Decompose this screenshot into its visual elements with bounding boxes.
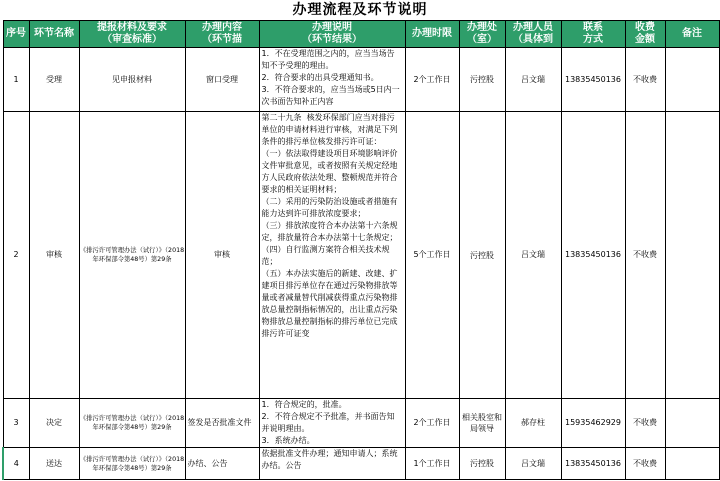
table-row bbox=[3, 448, 719, 480]
cell-desc: 依据批准文件办理；通知申请人；系统办结。公告 bbox=[259, 448, 405, 480]
cell-time: 5个工作日 bbox=[405, 112, 459, 399]
cell-fee: 不收费 bbox=[625, 448, 665, 480]
table-row bbox=[3, 112, 719, 399]
cell-content: 窗口受理 bbox=[185, 48, 259, 112]
cell-no: 2 bbox=[3, 112, 29, 399]
table-row bbox=[3, 48, 719, 112]
header-time: 办理时限 bbox=[405, 21, 459, 48]
cell-fee: 不收费 bbox=[625, 399, 665, 448]
header-no: 序号 bbox=[3, 21, 29, 48]
header-remark: 备注 bbox=[665, 21, 719, 48]
header-content: 办理内容 （环节描 bbox=[185, 21, 259, 48]
cell-content: 办结、公告 bbox=[185, 448, 259, 480]
cell-time: 2个工作日 bbox=[405, 399, 459, 448]
cell-contact: 13835450136 bbox=[561, 448, 625, 480]
cell-office: 污控股 bbox=[459, 112, 505, 399]
header-office: 办理处 （室） bbox=[459, 21, 505, 48]
header-contact: 联系 方式 bbox=[561, 21, 625, 48]
cell-materials: 《排污许可管理办法（试行）》（2018年环保部令第48号）第29条 bbox=[79, 399, 185, 448]
cell-contact: 13835450136 bbox=[561, 112, 625, 399]
header-row bbox=[3, 21, 719, 48]
cell-content: 审核 bbox=[185, 112, 259, 399]
cell-person: 郝存柱 bbox=[505, 399, 561, 448]
cell-person: 吕文瑞 bbox=[505, 112, 561, 399]
header-desc: 办理说明 （环节结果） bbox=[259, 21, 405, 48]
cell-desc: 第二十九条 核发环保部门应当对排污单位的申请材料进行审核，对满足下列条件的排污单位核发排污许可证： （一）依法取得建设项目环境影响评价文件审批意见，或者按照有关规定经地方人民政府依法处理、整顿规范并符合要求的相关证明材料； （二）采用的污染防治设施或者措施有能力达到许可排放浓度要求； （三）排放浓度符合本办法第十六条规定，排放量符合本办法第十七条规定； （四）自行监测方案符合相关技术规范； （五）本办法实施后的新建、改建、扩建项目排污单位存在通过污染物排放等量或者减量替代削减获得重点污染物排放总量控制指标情况的，出让重点污染物排放总量控制指标的排污单位已完成排污许可证变 bbox=[259, 112, 405, 399]
cell-materials: 《排污许可管理办法（试行）》（2018年环保部令第48号）第29条 bbox=[79, 448, 185, 480]
cell-fee: 不收费 bbox=[625, 48, 665, 112]
cell-contact: 15935462929 bbox=[561, 399, 625, 448]
table-row bbox=[3, 399, 719, 448]
header-fee: 收费 金额 bbox=[625, 21, 665, 48]
cell-step: 审核 bbox=[29, 112, 79, 399]
cell-no: 4 bbox=[3, 448, 29, 480]
cell-contact: 13835450136 bbox=[561, 48, 625, 112]
cell-office: 污控股 bbox=[459, 48, 505, 112]
cell-remark bbox=[665, 399, 719, 448]
page-title: 办理流程及环节说明 bbox=[292, 2, 428, 18]
cell-person: 吕文瑞 bbox=[505, 48, 561, 112]
cell-time: 1个工作日 bbox=[405, 448, 459, 480]
cell-office: 相关股室和局领导 bbox=[459, 399, 505, 448]
cell-materials: 见申报材料 bbox=[79, 48, 185, 112]
cell-time: 2个工作日 bbox=[405, 48, 459, 112]
header-step: 环节名称 bbox=[29, 21, 79, 48]
cell-materials: 《排污许可管理办法（试行）》（2018年环保部令第48号）第29条 bbox=[79, 112, 185, 399]
cell-person: 吕文瑞 bbox=[505, 448, 561, 480]
cell-remark bbox=[665, 48, 719, 112]
cell-no: 1 bbox=[3, 48, 29, 112]
header-materials: 提报材料及要求 （审查标准） bbox=[79, 21, 185, 48]
cell-step: 决定 bbox=[29, 399, 79, 448]
cell-no: 3 bbox=[3, 399, 29, 448]
cell-office: 污控股 bbox=[459, 448, 505, 480]
cell-remark bbox=[665, 112, 719, 399]
cell-step: 送达 bbox=[29, 448, 79, 480]
cell-remark bbox=[665, 448, 719, 480]
cell-step: 受理 bbox=[29, 48, 79, 112]
cell-content: 签发是否批准文件 bbox=[185, 399, 259, 448]
cell-fee: 不收费 bbox=[625, 112, 665, 399]
process-table bbox=[2, 20, 720, 480]
cell-desc: 1．符合规定的，批准。 2．不符合规定不予批准，并书面告知并说明理由。 3．系统办结。 bbox=[259, 399, 405, 448]
header-person: 办理人员 （具体到 bbox=[505, 21, 561, 48]
cell-desc: 1．不在受理范围之内的，应当当场告知不予受理的理由。 2．符合要求的出具受理通知书。 3．不符合要求的，应当当场或5日内一次书面告知补正内容 bbox=[259, 48, 405, 112]
